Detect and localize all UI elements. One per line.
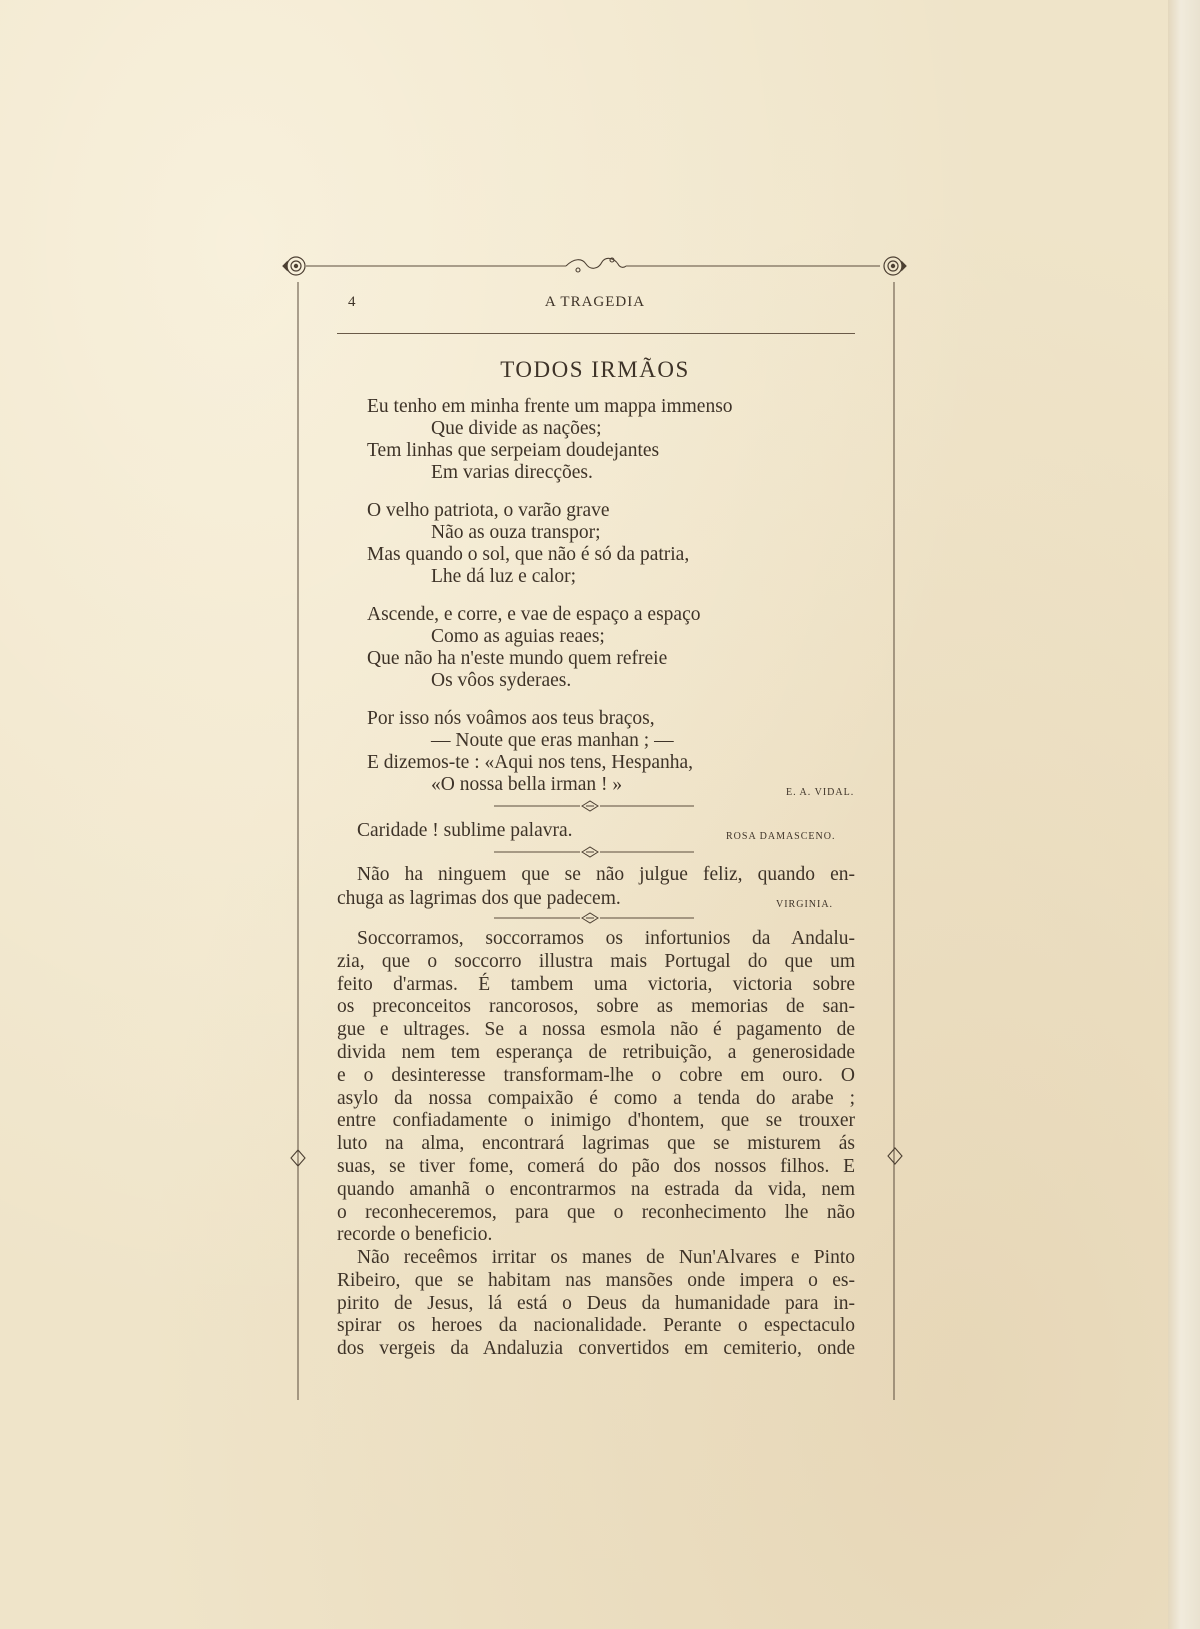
divider-ornament — [494, 800, 694, 812]
page-number: 4 — [348, 294, 357, 310]
prose-line: e o desinteresse transformam-lhe o cobre em ouro. O — [337, 1064, 855, 1086]
poem-line: Mas quando o sol, que não é só da patria, — [367, 544, 690, 565]
corner-ornament-right — [884, 257, 906, 275]
poem-line: Por isso nós voâmos aos teus braços, — [367, 708, 655, 729]
poem-line: Os vôos syderaes. — [431, 670, 572, 691]
top-center-flourish — [566, 258, 626, 272]
prose-line: asylo da nossa compaixão é como a tenda do arabe ; — [337, 1087, 855, 1109]
poem-line: Que não ha n'este mundo quem refreie — [367, 648, 668, 669]
poem-line: O velho patriota, o varão grave — [367, 500, 610, 521]
quote-author-virginia: VIRGINIA. — [776, 899, 834, 910]
quote-line: Não ha ninguem que se não julgue feliz, quando en- — [357, 864, 855, 885]
prose-line: recorde o beneficio. — [337, 1224, 493, 1246]
prose-line: dos vergeis da Andaluzia convertidos em cemiterio, onde — [337, 1338, 855, 1360]
prose-line: suas, se tiver fome, comerá do pão dos nossos filhos. E — [337, 1155, 855, 1177]
prose-line: Ribeiro, que se habitam nas mansões onde impera o es- — [337, 1269, 855, 1291]
poem-line: Como as aguias reaes; — [431, 626, 605, 647]
prose-line: gue e ultrages. Se a nossa esmola não é pagamento de — [337, 1019, 855, 1041]
header-rule — [337, 333, 855, 334]
poem-line: Ascende, e corre, e vae de espaço a espaço — [367, 604, 701, 625]
running-title: A TRAGEDIA — [544, 294, 646, 310]
prose-line: Soccorramos, soccorramos os infortunios da Andalu- — [357, 928, 855, 949]
poem-line: Não as ouza transpor; — [431, 522, 601, 543]
poem-line: — Noute que eras manhan ; — — [431, 730, 674, 751]
poem-line: Lhe dá luz e calor; — [431, 566, 577, 587]
prose-line: pirito de Jesus, lá está o Deus da humanidade para in- — [337, 1292, 855, 1314]
prose-line: luto na alma, encontrará lagrimas que se misturem ás — [337, 1133, 855, 1155]
side-ornament-right — [888, 1148, 902, 1164]
poem-line: Em varias direcções. — [431, 462, 593, 483]
poem-line: E dizemos-te : «Aqui nos tens, Hespanha, — [367, 752, 694, 773]
quote-virginia — [357, 864, 855, 887]
prose-line: entre confiadamente o inimigo d'hontem, que se trouxer — [337, 1110, 855, 1132]
prose-line: quando amanhã o encontrarmos na estrada da vida, nem — [337, 1178, 855, 1200]
poem-line: «O nossa bella irman ! » — [431, 774, 623, 795]
poem-author: E. A. VIDAL. — [786, 787, 855, 798]
quote-line: chuga as lagrimas dos que padecem. — [337, 888, 621, 909]
divider-ornament — [494, 846, 694, 858]
prose-line: spirar os heroes da nacionalidade. Perante o espectaculo — [337, 1315, 855, 1337]
prose-line: Não receêmos irritar os manes de Nun'Alvares e Pinto — [357, 1247, 855, 1268]
prose-paragraph-2 — [337, 1247, 855, 1361]
prose-paragraph-1 — [337, 928, 855, 1247]
poem-line: Tem linhas que serpeiam doudejantes — [367, 440, 660, 461]
quote-author-damasceno: ROSA DAMASCENO. — [726, 831, 836, 842]
prose-line: os preconceitos rancorosos, sobre as memorias de san- — [337, 996, 855, 1018]
prose-line: divida nem tem esperança de retribuição, a generosidade — [337, 1041, 855, 1063]
divider-ornament — [494, 912, 694, 924]
poem-line: Que divide as nações; — [431, 418, 602, 439]
prose-line: zia, que o soccorro illustra mais Portugal do que um — [337, 950, 855, 972]
poem-title: TODOS IRMÃOS — [500, 357, 690, 382]
prose-line: o reconheceremos, para que o reconhecimento lhe não — [337, 1201, 855, 1223]
prose-line: feito d'armas. É tambem uma victoria, victoria sobre — [337, 973, 855, 995]
poem-line: Eu tenho em minha frente um mappa immenso — [367, 396, 733, 417]
corner-ornament-left — [283, 257, 305, 275]
quote-caridade: Caridade ! sublime palavra. — [357, 820, 573, 841]
